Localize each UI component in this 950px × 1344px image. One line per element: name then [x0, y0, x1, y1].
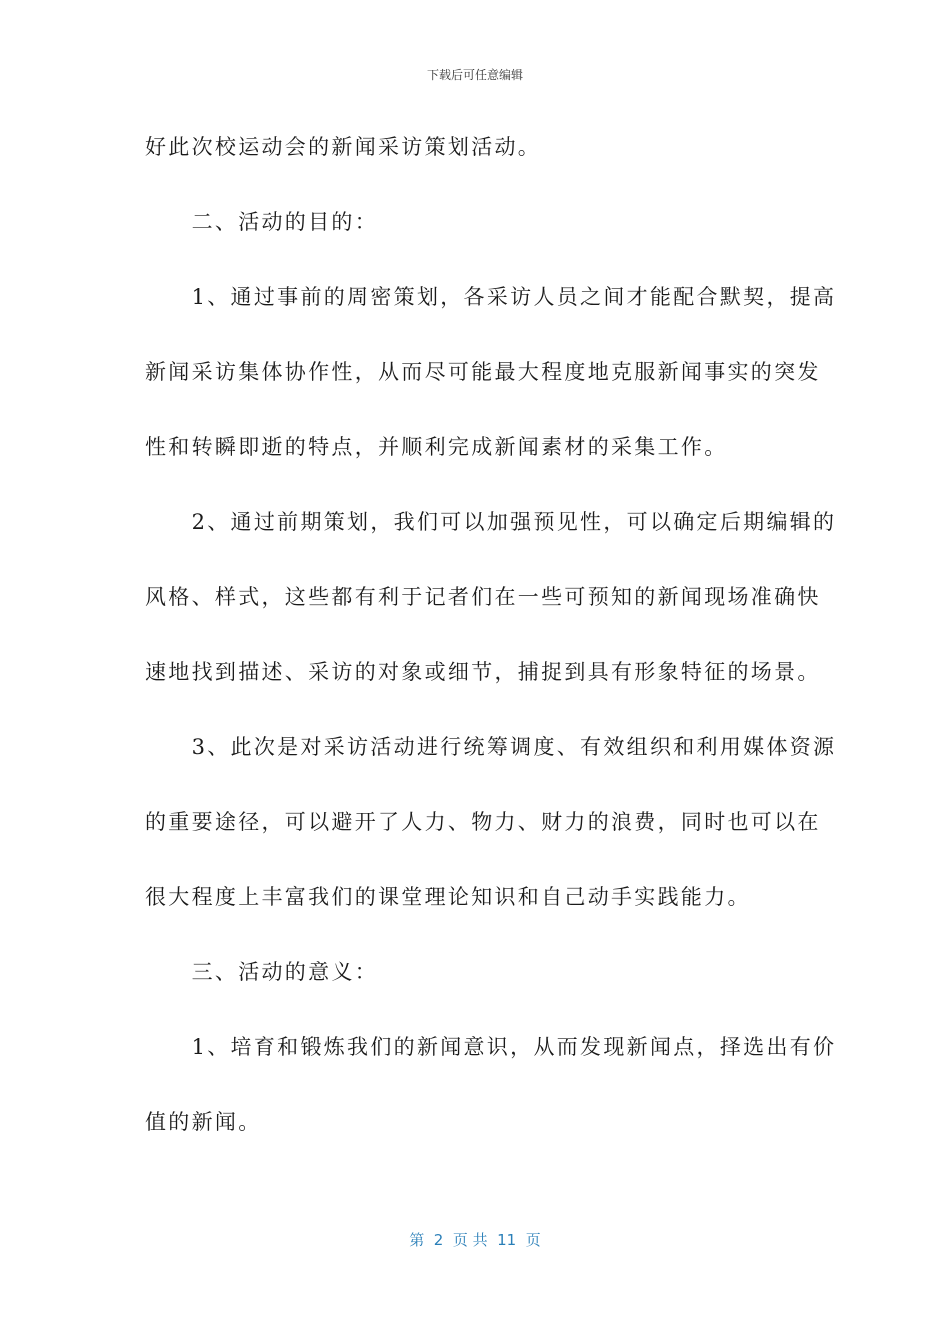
body-line-5: 性和转瞬即逝的特点，并顺利完成新闻素材的采集工作。 — [145, 435, 728, 459]
body-line-14: 值的新闻。 — [145, 1110, 262, 1134]
body-line-12: 三、活动的意义： — [145, 960, 378, 984]
body-line-1: 好此次校运动会的新闻采访策划活动。 — [145, 135, 542, 159]
body-line-2: 二、活动的目的： — [145, 210, 378, 234]
body-line-13: 1、培育和锻炼我们的新闻意识，从而发现新闻点，择选出有价 — [145, 1035, 837, 1059]
body-line-6: 2、通过前期策划，我们可以加强预见性，可以确定后期编辑的 — [145, 510, 837, 534]
page-number-footer: 第 2 页 共 11 页 — [409, 1231, 541, 1249]
body-line-11: 很大程度上丰富我们的课堂理论知识和自己动手实践能力。 — [145, 885, 751, 909]
page-header-note: 下载后可任意编辑 — [426, 68, 523, 82]
body-line-4: 新闻采访集体协作性，从而尽可能最大程度地克服新闻事实的突发 — [145, 360, 821, 384]
body-line-8: 速地找到描述、采访的对象或细节，捕捉到具有形象特征的场景。 — [145, 660, 821, 684]
body-line-10: 的重要途径，可以避开了人力、物力、财力的浪费，同时也可以在 — [145, 810, 821, 834]
body-line-7: 风格、样式，这些都有利于记者们在一些可预知的新闻现场准确快 — [145, 585, 821, 609]
body-line-9: 3、此次是对采访活动进行统筹调度、有效组织和利用媒体资源 — [145, 735, 837, 759]
body-line-3: 1、通过事前的周密策划，各采访人员之间才能配合默契，提高 — [145, 285, 837, 309]
